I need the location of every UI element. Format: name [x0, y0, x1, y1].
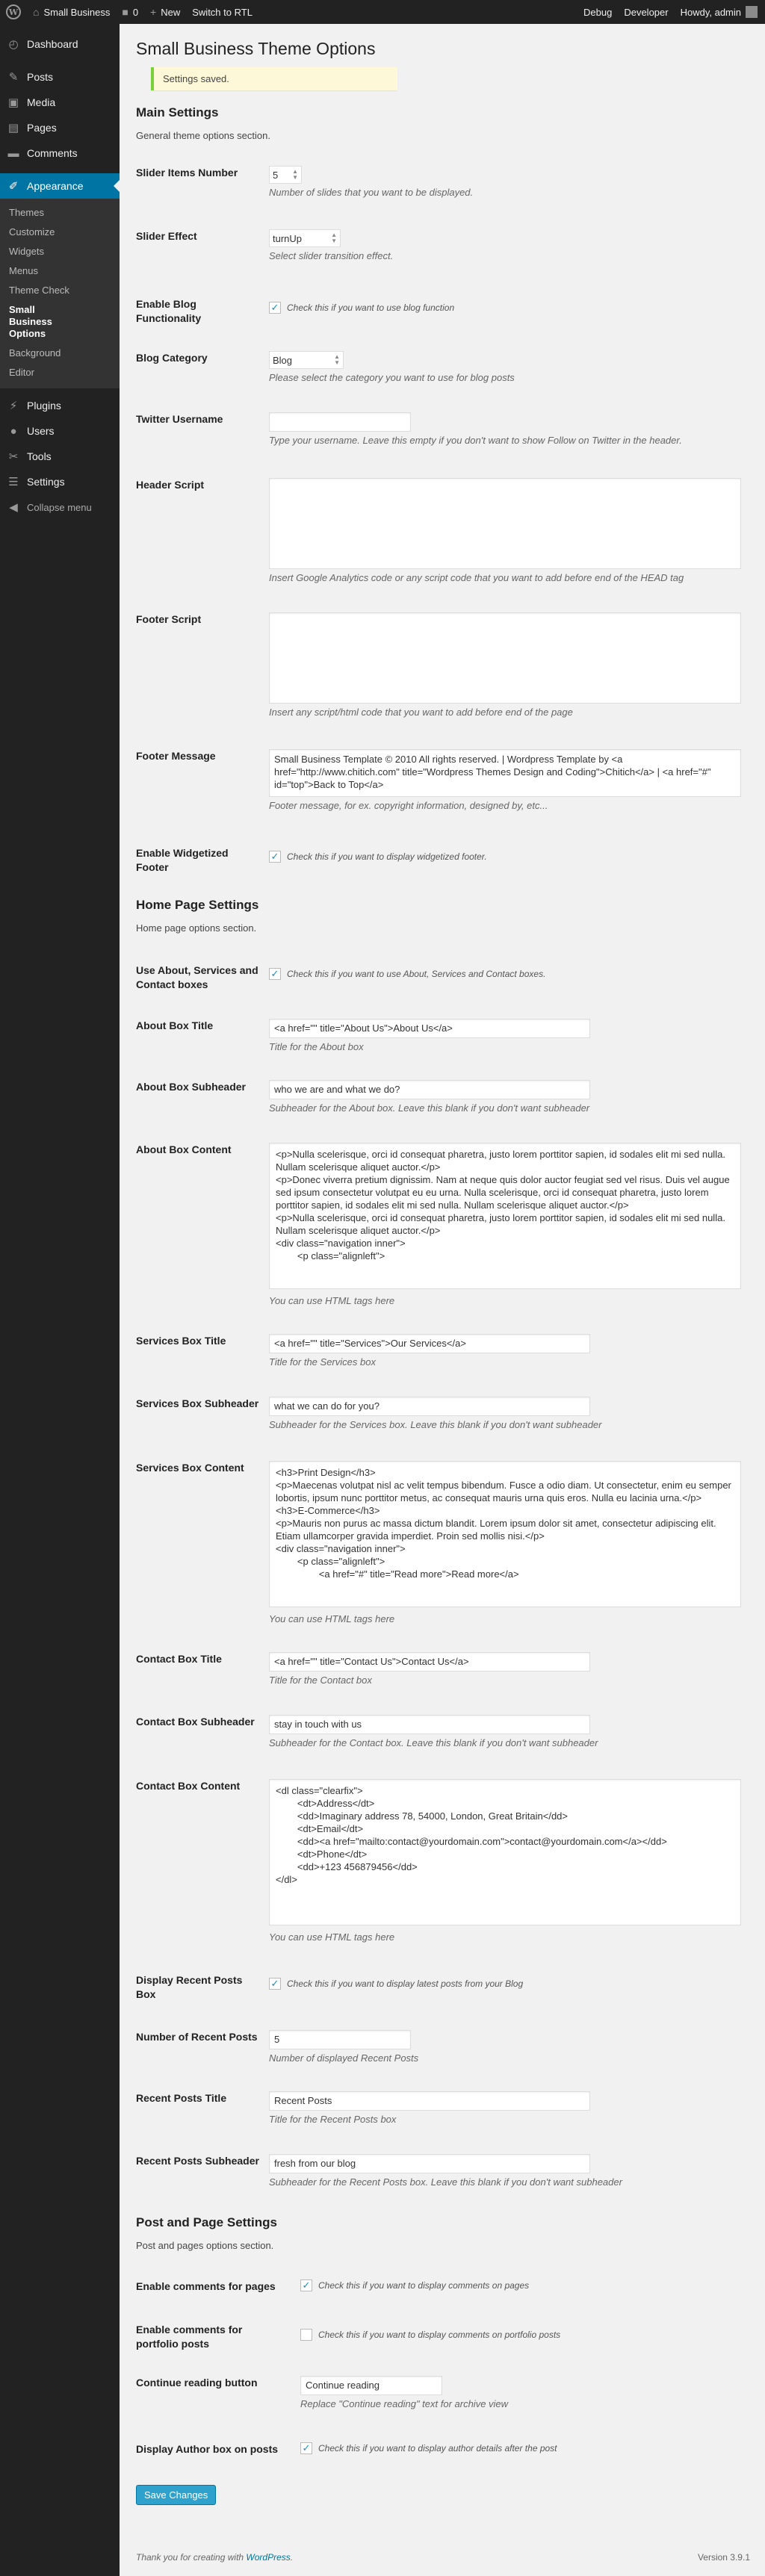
recent-title-input[interactable]: Recent Posts	[269, 2091, 590, 2111]
post-settings-desc: Post and pages options section.	[136, 2240, 274, 2251]
footer-version: Version 3.9.1	[697, 2552, 750, 2563]
submenu-theme-check[interactable]: Theme Check	[9, 285, 69, 296]
services-title-label: Services Box Title	[136, 1335, 226, 1347]
continue-reading-desc: Replace "Continue reading" text for archive view	[300, 2398, 509, 2409]
enable-blog-checkbox[interactable]: ✓	[269, 302, 281, 314]
author-box-desc: Check this if you want to display author details after the post	[318, 2443, 557, 2454]
menu-pages[interactable]: ▤ Pages	[0, 115, 120, 140]
about-title-label: About Box Title	[136, 1019, 214, 1031]
contact-content-label: Contact Box Content	[136, 1780, 241, 1792]
use-boxes-label: Use About, Services and Contact boxes	[136, 964, 258, 990]
main-settings-heading: Main Settings	[136, 105, 219, 120]
appearance-submenu	[0, 199, 120, 388]
comments-icon: ▬	[7, 146, 19, 160]
footer-thanks: Thank you for creating with WordPress.	[136, 2552, 294, 2563]
recent-title-label: Recent Posts Title	[136, 2092, 227, 2104]
comments-pages-label: Enable comments for pages	[136, 2280, 276, 2292]
footer-message-label: Footer Message	[136, 750, 216, 762]
comments-portfolio-checkbox[interactable]	[300, 2329, 312, 2341]
footer-message-textarea[interactable]: Small Business Template © 2010 All rights reserved. | Wordpress Template by <a href="http://www.chitich.com" title="Wordpress Themes Design and Coding">Chitich</a> | <a href="#" id="top">Back to Top</a>	[269, 749, 741, 797]
post-settings-section	[136, 2215, 749, 2251]
services-title-desc: Title for the Services box	[269, 1356, 376, 1368]
header-script-label: Header Script	[136, 479, 205, 491]
contact-title-desc: Title for the Contact box	[269, 1675, 372, 1686]
about-subheader-desc: Subheader for the About box. Leave this blank if you don't want subheader	[269, 1102, 590, 1114]
recent-subheader-desc: Subheader for the Recent Posts box. Leave this blank if you don't want subheader	[269, 2176, 622, 2188]
select-arrows-icon: ▲ ▼	[331, 232, 337, 244]
dashboard-icon: ◴	[8, 38, 19, 51]
use-boxes-checkbox[interactable]: ✓	[269, 968, 281, 980]
services-subheader-input[interactable]: what we can do for you?	[269, 1397, 590, 1416]
submit-row	[136, 2485, 749, 2505]
contact-title-input[interactable]: <a href="" title="Contact Us">Contact Us</a>	[269, 1652, 590, 1672]
current-menu-arrow	[114, 180, 120, 192]
services-content-textarea[interactable]: <h3>Print Design</h3> <p>Maecenas volutpat nisl ac velit tempus bibendum. Fusce a odio diam. Ut consectetur, enim eu semper lobortis, ipsum nunc porttitor metus, ac consequat mauris urna quis eros. Nulla eu lacinia urna.</p> <h3>E-Commerce</h3> <p>Mauris non purus ac massa dictum blandit. Lorem ipsum dolor sit amet, consectetur adipiscing elit. Etiam ullamcorper gravida imperdiet. Proin sed mollis nisi.</p> <div class="navigation inner"> <p class="alignleft"> <a href="#" title="Read more">Read more</a>	[269, 1461, 741, 1607]
main-settings-desc: General theme options section.	[136, 130, 270, 141]
comments-portfolio-desc: Check this if you want to display comments on portfolio posts	[318, 2330, 561, 2340]
services-subheader-label: Services Box Subheader	[136, 1397, 259, 1409]
menu-users[interactable]: ● Users	[0, 418, 120, 444]
page-title: Small Business Theme Options	[136, 39, 376, 58]
post-settings-heading: Post and Page Settings	[136, 2215, 277, 2229]
about-subheader-input[interactable]: who we are and what we do?	[269, 1080, 590, 1099]
pages-icon: ▤	[7, 122, 19, 134]
comment-bubble-icon: ■	[122, 6, 128, 18]
widgetized-footer-checkbox[interactable]: ✓	[269, 851, 281, 863]
menu-appearance[interactable]: ✐ Appearance	[0, 173, 120, 199]
developer-link[interactable]: Developer	[624, 6, 669, 18]
recent-posts-desc: Check this if you want to display latest posts from your Blog	[287, 1978, 524, 1989]
blog-category-desc: Please select the category you want to use for blog posts	[269, 372, 515, 383]
home-settings-section	[136, 897, 749, 934]
recent-title-desc: Title for the Recent Posts box	[269, 2114, 397, 2125]
menu-plugins[interactable]: ⚡ Plugins	[0, 393, 120, 418]
contact-content-desc: You can use HTML tags here	[269, 1931, 395, 1943]
recent-subheader-label: Recent Posts Subheader	[136, 2155, 259, 2167]
plus-icon: +	[150, 6, 157, 18]
contact-subheader-input[interactable]: stay in touch with us	[269, 1715, 590, 1734]
wrench-icon: ✂	[8, 450, 19, 463]
switch-rtl-link[interactable]: Switch to RTL	[192, 6, 253, 18]
contact-content-textarea[interactable]: <dl class="clearfix"> <dt>Address</dt> <dd>Imaginary address 78, 54000, London, Great Britain</dd> <dt>Email</dt> <dd><a href="mailto:contact@yourdomain.com">contact@yourdomain.com</a></dd> <dt>Phone</dt> <dd>+123 456879456</dd> </dl>	[269, 1779, 741, 1925]
continue-reading-label: Continue reading button	[136, 2377, 258, 2389]
slider-effect-label: Slider Effect	[136, 230, 197, 242]
slider-effect-select[interactable]: turnUp ▲ ▼	[269, 229, 341, 247]
about-title-desc: Title for the About box	[269, 1041, 364, 1052]
contact-subheader-label: Contact Box Subheader	[136, 1716, 255, 1728]
submenu-customize[interactable]: Customize	[9, 226, 55, 238]
site-name-link[interactable]: ⌂ Small Business	[33, 6, 111, 18]
comments-portfolio-label: Enable comments for portfolio posts	[136, 2324, 243, 2350]
menu-settings[interactable]: ☰ Settings	[0, 469, 120, 494]
comments-pages-desc: Check this if you want to display comments on pages	[318, 2280, 530, 2291]
paintbrush-icon: ✐	[8, 180, 19, 193]
menu-comments[interactable]: ▬ Comments	[0, 140, 120, 166]
pushpin-icon: ✎	[8, 71, 19, 84]
home-settings-desc: Home page options section.	[136, 922, 257, 934]
collapse-icon: ◀	[9, 501, 18, 514]
about-title-input[interactable]: <a href="" title="About Us">About Us</a>	[269, 1019, 590, 1038]
slider-effect-desc: Select slider transition effect.	[269, 250, 394, 261]
debug-link[interactable]: Debug	[583, 6, 613, 18]
home-icon: ⌂	[33, 6, 40, 18]
media-icon: ▣	[7, 96, 19, 109]
footer-script-label: Footer Script	[136, 613, 202, 625]
menu-posts[interactable]: ✎ Posts	[0, 64, 120, 90]
recent-number-input[interactable]: 5	[269, 2030, 411, 2049]
menu-media[interactable]: ▣ Media	[0, 90, 120, 115]
about-content-desc: You can use HTML tags here	[269, 1295, 395, 1306]
services-subheader-desc: Subheader for the Services box. Leave this blank if you don't want subheader	[269, 1419, 602, 1430]
services-content-label: Services Box Content	[136, 1462, 244, 1474]
author-box-label: Display Author box on posts	[136, 2443, 279, 2455]
plug-icon: ⚡	[9, 400, 18, 412]
author-box-checkbox[interactable]: ✓	[300, 2442, 312, 2454]
admin-sidebar	[0, 24, 120, 2576]
submenu-widgets[interactable]: Widgets	[9, 246, 44, 257]
widgetized-footer-label: Enable Widgetized Footer	[136, 847, 229, 873]
wordpress-icon: W	[6, 4, 21, 19]
settings-saved-notice: Settings saved.	[151, 67, 397, 90]
save-changes-button[interactable]: Save Changes	[136, 2485, 216, 2505]
account-menu[interactable]: Howdy, admin	[675, 0, 765, 24]
blog-category-label: Blog Category	[136, 352, 208, 364]
twitter-input[interactable]	[269, 412, 411, 432]
about-content-textarea[interactable]: <p>Nulla scelerisque, orci id consequat pharetra, justo lorem porttitor sapien, id sodales elit mi sed nulla. Nullam scelerisque aliquet auctor.</p> <p>Donec viverra pretium dignissim. Nam at neque quis dolor auctor feugiat sed vel risus. Duis vel augue sed ipsum consectetur volutpat eu eu urna. Nulla scelerisque, orci id consequat pharetra, justo lorem porttitor sapien, id sodales elit mi sed nulla. Nullam scelerisque aliquet auctor.</p> <p>Nulla scelerisque, orci id consequat pharetra, justo lorem porttitor sapien, id sodales elit mi sed nulla. Nullam scelerisque aliquet auctor.</p> <div class="navigation inner"> <p class="alignleft">	[269, 1143, 741, 1289]
slider-items-select[interactable]: 5 ▲ ▼	[269, 166, 302, 184]
recent-posts-checkbox[interactable]: ✓	[269, 1978, 281, 1990]
continue-reading-input[interactable]: Continue reading	[300, 2376, 442, 2395]
footer-script-textarea[interactable]	[269, 612, 741, 704]
footer-message-desc: Footer message, for ex. copyright information, designed by, etc...	[269, 800, 548, 811]
contact-subheader-desc: Subheader for the Contact box. Leave this blank if you don't want subheader	[269, 1737, 598, 1748]
about-content-label: About Box Content	[136, 1143, 232, 1155]
menu-dashboard[interactable]: ◴ Dashboard	[0, 31, 120, 57]
new-content-link[interactable]: + New	[150, 6, 181, 18]
wordpress-link[interactable]: WordPress	[246, 2552, 291, 2563]
submenu-editor[interactable]: Editor	[9, 367, 34, 378]
wp-logo-menu[interactable]	[0, 0, 27, 24]
submenu-menus[interactable]: Menus	[9, 265, 39, 276]
submenu-small-business-options[interactable]: Small Business Options	[9, 304, 52, 339]
use-boxes-desc: Check this if you want to use About, Services and Contact boxes.	[287, 969, 546, 979]
enable-blog-label: Enable Blog Functionality	[136, 298, 202, 324]
collapse-menu-button[interactable]: ◀ Collapse menu	[0, 494, 120, 520]
recent-posts-label: Display Recent Posts Box	[136, 1974, 243, 2000]
settings-icon: ☰	[8, 476, 19, 488]
header-script-desc: Insert Google Analytics code or any script code that you want to add before end of the HEAD tag	[269, 572, 684, 583]
select-arrows-icon: ▲ ▼	[292, 168, 298, 181]
submenu-background[interactable]: Background	[9, 347, 61, 359]
menu-tools[interactable]: ✂ Tools	[0, 444, 120, 469]
slider-items-desc: Number of slides that you want to be displayed.	[269, 187, 474, 198]
recent-subheader-input[interactable]: fresh from our blog	[269, 2154, 590, 2173]
recent-number-desc: Number of displayed Recent Posts	[269, 2052, 419, 2064]
twitter-desc: Type your username. Leave this empty if you don't want to show Follow on Twitter in the header.	[269, 435, 682, 446]
recent-number-label: Number of Recent Posts	[136, 2031, 258, 2043]
enable-blog-desc: Check this if you want to use blog function	[287, 302, 455, 313]
footer-script-desc: Insert any script/html code that you want to add before end of the page	[269, 707, 573, 718]
header-script-textarea[interactable]	[269, 478, 741, 569]
blog-category-select[interactable]: Blog ▲ ▼	[269, 351, 344, 369]
home-settings-heading: Home Page Settings	[136, 898, 259, 912]
slider-items-label: Slider Items Number	[136, 167, 238, 179]
comments-link[interactable]: ■ 0	[122, 6, 139, 18]
comments-pages-checkbox[interactable]: ✓	[300, 2279, 312, 2291]
users-icon: ●	[10, 424, 17, 438]
about-subheader-label: About Box Subheader	[136, 1081, 247, 1093]
submenu-themes[interactable]: Themes	[9, 207, 44, 218]
services-content-desc: You can use HTML tags here	[269, 1613, 395, 1624]
services-title-input[interactable]: <a href="" title="Services">Our Services</a>	[269, 1334, 590, 1353]
select-arrows-icon: ▲ ▼	[334, 353, 340, 366]
contact-title-label: Contact Box Title	[136, 1653, 222, 1665]
widgetized-footer-desc: Check this if you want to display widgetized footer.	[287, 851, 487, 862]
twitter-label: Twitter Username	[136, 413, 223, 425]
